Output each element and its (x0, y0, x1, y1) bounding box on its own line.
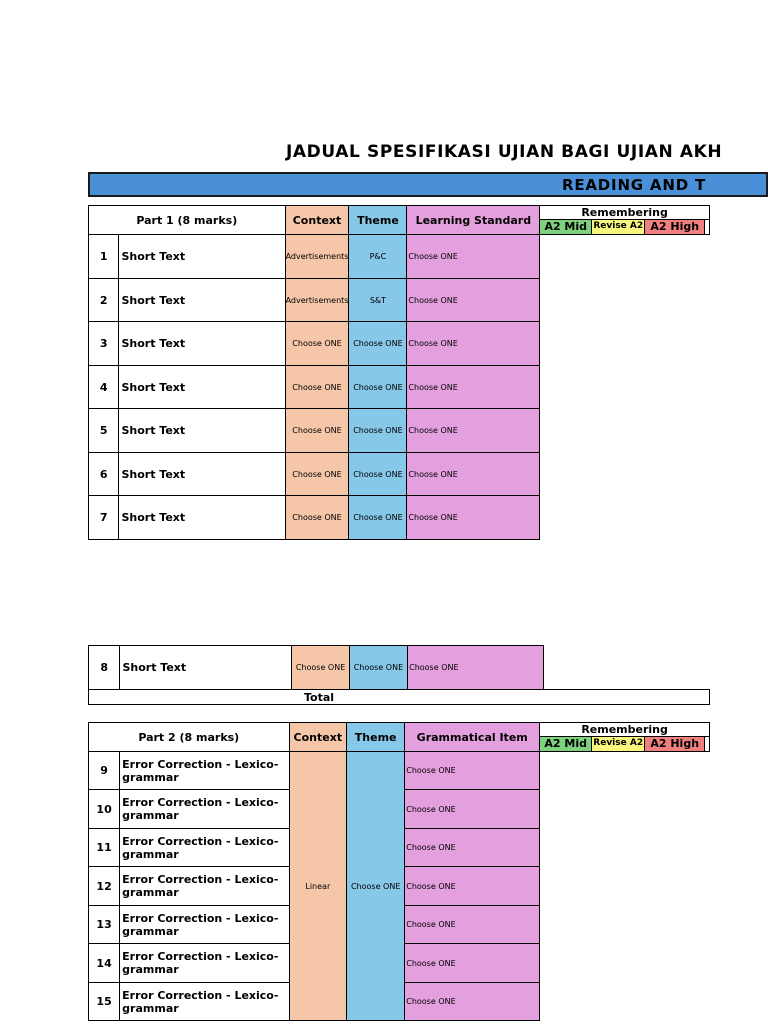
level-a2-mid: A2 Mid (540, 220, 592, 234)
standard-cell[interactable]: Choose ONE (407, 366, 540, 409)
item-cell: Error Correction - Lexico-grammar (120, 867, 289, 906)
total-label: Total (89, 690, 710, 705)
theme-merged-cell[interactable]: Choose ONE (347, 752, 405, 1021)
context-merged-cell[interactable]: Linear (289, 752, 347, 1021)
row-number: 1 (89, 235, 119, 279)
item-cell: Error Correction - Lexico-grammar (120, 906, 289, 944)
part1-continued-container (88, 645, 710, 705)
grammatical-item-cell[interactable]: Choose ONE (405, 906, 540, 944)
theme-cell[interactable]: Choose ONE (349, 646, 407, 690)
level-a2-mid: A2 Mid (540, 737, 592, 751)
grammatical-item-cell[interactable]: Choose ONE (405, 944, 540, 983)
table-row (89, 409, 710, 453)
level-revise-a2: Revise A2 (592, 737, 645, 751)
grammatical-item-cell[interactable]: Choose ONE (405, 790, 540, 829)
table-row (89, 235, 710, 279)
row-number: 11 (89, 829, 120, 867)
row-number: 13 (89, 906, 120, 944)
row-number: 15 (89, 983, 120, 1021)
item-cell: Error Correction - Lexico-grammar (120, 829, 289, 867)
theme-cell[interactable]: S&T (349, 279, 407, 322)
standard-cell[interactable]: Choose ONE (407, 453, 540, 496)
section-banner (88, 172, 768, 197)
blank-cell (540, 496, 710, 540)
grammatical-item-cell[interactable]: Choose ONE (405, 829, 540, 867)
context-header: Context (289, 723, 347, 752)
theme-cell[interactable]: Choose ONE (349, 453, 407, 496)
blank-cell (540, 453, 710, 496)
table-row (89, 279, 710, 322)
row-number: 9 (89, 752, 120, 790)
context-cell[interactable]: Choose ONE (292, 646, 349, 690)
table-row (89, 646, 710, 690)
level-a2-high: A2 High (645, 220, 705, 234)
item-cell: Short Text (119, 409, 285, 453)
grammatical-item-cell[interactable]: Choose ONE (405, 752, 540, 790)
row-number: 5 (89, 409, 119, 453)
item-cell: Short Text (120, 646, 292, 690)
item-cell: Error Correction - Lexico-grammar (120, 752, 289, 790)
item-cell: Short Text (119, 496, 285, 540)
total-row (89, 690, 710, 705)
theme-cell[interactable]: Choose ONE (349, 496, 407, 540)
standard-cell[interactable]: Choose ONE (407, 235, 540, 279)
context-cell[interactable]: Choose ONE (285, 366, 349, 409)
table-row (89, 496, 710, 540)
standard-cell[interactable]: Choose ONE (407, 279, 540, 322)
row-number: 10 (89, 790, 120, 829)
blank-cell (540, 366, 710, 409)
row-number: 2 (89, 279, 119, 322)
context-cell[interactable]: Advertisements (285, 235, 349, 279)
row-number: 6 (89, 453, 119, 496)
remembering-header (540, 723, 710, 752)
remembering-label: Remembering (581, 723, 668, 736)
theme-cell[interactable]: Choose ONE (349, 366, 407, 409)
grammatical-item-cell[interactable]: Choose ONE (405, 867, 540, 906)
part1-continued-table (88, 645, 710, 705)
context-cell[interactable]: Choose ONE (285, 322, 349, 366)
item-cell: Short Text (119, 453, 285, 496)
remembering-header (540, 206, 710, 235)
theme-cell[interactable]: P&C (349, 235, 407, 279)
row-number: 14 (89, 944, 120, 983)
standard-cell[interactable]: Choose ONE (408, 646, 544, 690)
blank-cell (540, 409, 710, 453)
part1-table (88, 205, 710, 540)
table-row (89, 366, 710, 409)
grammatical-item-header: Grammatical Item (405, 723, 540, 752)
row-number: 4 (89, 366, 119, 409)
context-cell[interactable]: Advertisements (285, 279, 349, 322)
blank-cell (540, 279, 710, 322)
blank-cell (543, 646, 709, 690)
table-row (89, 453, 710, 496)
part1-table-container (88, 205, 710, 540)
item-cell: Error Correction - Lexico-grammar (120, 944, 289, 983)
item-cell: Error Correction - Lexico-grammar (120, 983, 289, 1021)
theme-header: Theme (347, 723, 405, 752)
part2-header-row (89, 723, 710, 752)
part1-title: Part 1 (8 marks) (89, 206, 286, 235)
table-row (89, 752, 710, 790)
blank-cell (540, 752, 710, 1021)
part2-table (88, 722, 710, 1021)
part2-title: Part 2 (8 marks) (89, 723, 290, 752)
item-cell: Short Text (119, 279, 285, 322)
context-cell[interactable]: Choose ONE (285, 453, 349, 496)
standard-cell[interactable]: Choose ONE (407, 322, 540, 366)
document-title: JADUAL SPESIFIKASI UJIAN BAGI UJIAN AKH (286, 142, 723, 162)
blank-cell (540, 235, 710, 279)
context-cell[interactable]: Choose ONE (285, 496, 349, 540)
remembering-label: Remembering (581, 206, 668, 219)
item-cell: Error Correction - Lexico-grammar (120, 790, 289, 829)
blank-cell (540, 322, 710, 366)
item-cell: Short Text (119, 235, 285, 279)
row-number: 8 (89, 646, 120, 690)
row-number: 12 (89, 867, 120, 906)
item-cell: Short Text (119, 322, 285, 366)
part1-header-row (89, 206, 710, 235)
part2-table-container (88, 722, 710, 1021)
grammatical-item-cell[interactable]: Choose ONE (405, 983, 540, 1021)
level-revise-a2: Revise A2 (592, 220, 645, 234)
theme-cell[interactable]: Choose ONE (349, 409, 407, 453)
theme-header: Theme (349, 206, 407, 235)
theme-cell[interactable]: Choose ONE (349, 322, 407, 366)
level-a2-high: A2 High (645, 737, 705, 751)
banner-label: READING AND T (562, 176, 706, 194)
standard-cell[interactable]: Choose ONE (407, 496, 540, 540)
context-cell[interactable]: Choose ONE (285, 409, 349, 453)
row-number: 7 (89, 496, 119, 540)
item-cell: Short Text (119, 366, 285, 409)
learning-standard-header: Learning Standard (407, 206, 540, 235)
standard-cell[interactable]: Choose ONE (407, 409, 540, 453)
context-header: Context (285, 206, 349, 235)
row-number: 3 (89, 322, 119, 366)
table-row (89, 322, 710, 366)
